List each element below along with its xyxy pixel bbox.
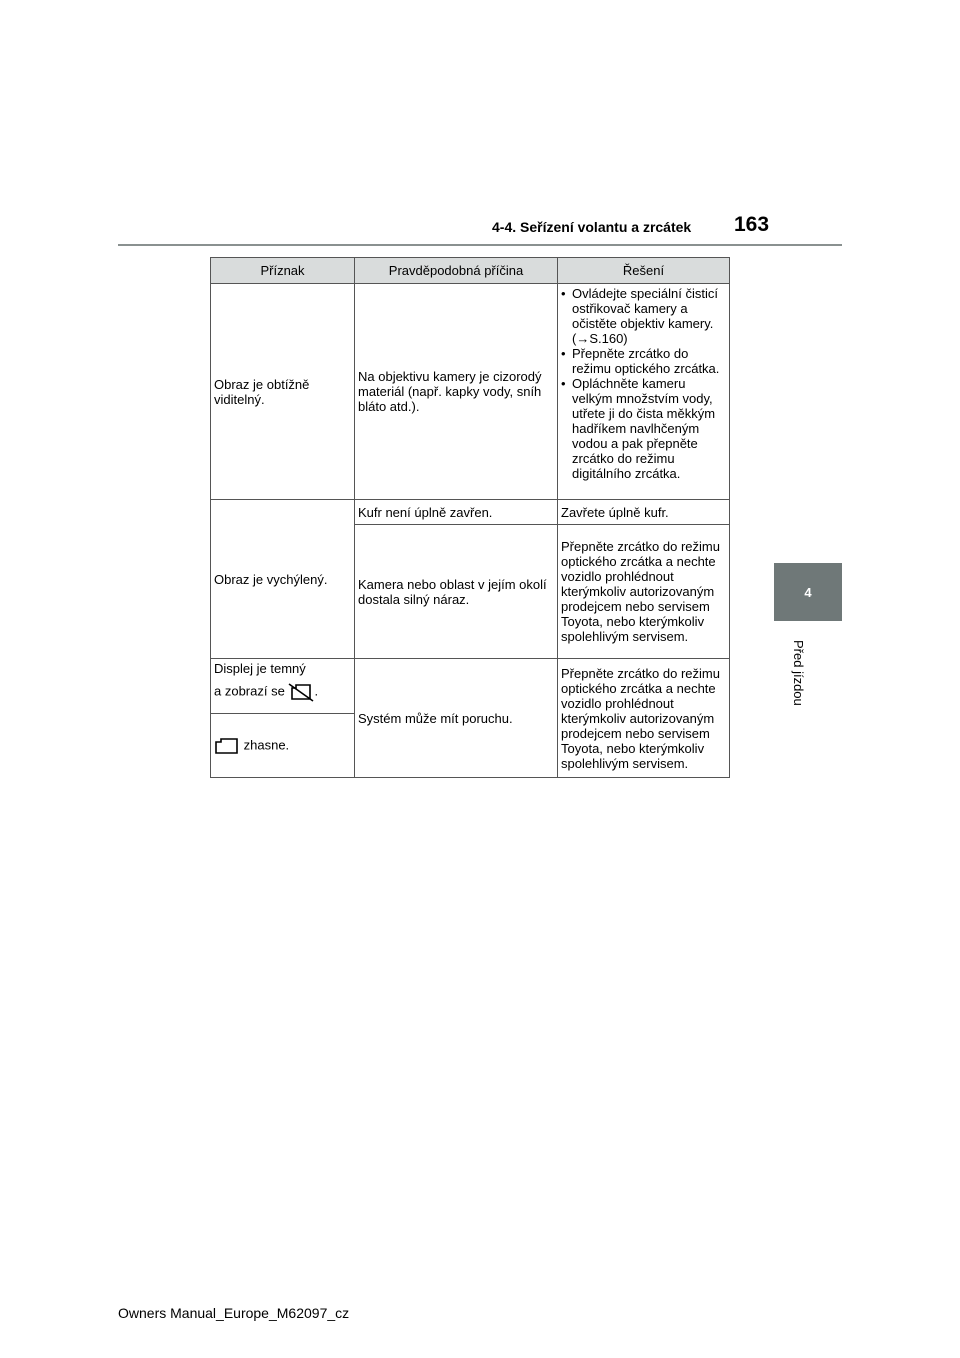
table-header-row [211, 258, 730, 284]
solution-cell: Přepněte zrcátko do režimu optického zrcátka a nechte vozidlo prohlédnout kterýmkoliv autorizovaným prodejcem nebo servisem Toyota, nebo kterýmkoliv spolehlivým servisem. [558, 659, 730, 778]
cause-cell: Na objektivu kamery je cizorodý materiál (např. kapky vody, sníh bláto atd.). [355, 284, 558, 500]
list-item: • Ovládejte speciální čisticí ostřikovač kamery a očistěte objektiv kamery. (→S.160) [561, 286, 718, 346]
symptom-line: Displej je temný [214, 661, 306, 676]
symptom-cell: zhasne. [211, 714, 355, 778]
symptom-cell [211, 659, 355, 714]
list-item: • Opláchněte kameru velkým množstvím vody, utřete ji do čista měkkým hadříkem navlhčeným vodou a pak přepněte zrcátko do režimu digitálního zrcátka. [561, 376, 716, 481]
symptom-cell: Obraz je vychýlený. [211, 500, 355, 659]
table-row [211, 500, 730, 525]
solution-cell: Přepněte zrcátko do režimu optického zrcátka a nechte vozidlo prohlédnout kterýmkoliv autorizovaným prodejcem nebo servisem Toyota, nebo kterýmkoliv spolehlivým servisem. [558, 525, 730, 659]
solution-cell [558, 284, 730, 500]
cause-cell: Kamera nebo oblast v jejím okolí dostala silný náraz. [355, 525, 558, 659]
chapter-number: 4 [804, 584, 812, 600]
bullet: • [561, 346, 566, 361]
cause-cell: Kufr není úplně zavřen. [355, 500, 558, 525]
symptom-cell: Obraz je obtížně viditelný. [211, 284, 355, 500]
header-cause: Pravděpodobná příčina [355, 258, 558, 284]
bullet: • [561, 376, 566, 391]
troubleshooting-table [210, 257, 730, 778]
symptom-line: a zobrazí se . [214, 682, 351, 702]
bullet: • [561, 286, 566, 301]
solution-list [561, 286, 726, 481]
camera-crossed-icon [288, 682, 314, 702]
cause-cell: Systém může mít poruchu. [355, 659, 558, 778]
table-row [211, 659, 730, 714]
list-item: • Přepněte zrcátko do režimu optického zrcátka. [561, 346, 720, 376]
chapter-label: Před jízdou [791, 640, 806, 706]
footer-text: Owners Manual_Europe_M62097_cz [118, 1305, 350, 1321]
chapter-tab [774, 563, 842, 621]
header-symptom: Příznak [211, 258, 355, 284]
camera-icon [214, 737, 240, 755]
header-solution: Řešení [558, 258, 730, 284]
header-divider [118, 244, 842, 246]
table-row [211, 284, 730, 500]
section-title: 4-4. Seřízení volantu a zrcátek [492, 219, 692, 235]
page-number: 163 [734, 213, 770, 236]
solution-cell: Zavřete úplně kufr. [558, 500, 730, 525]
